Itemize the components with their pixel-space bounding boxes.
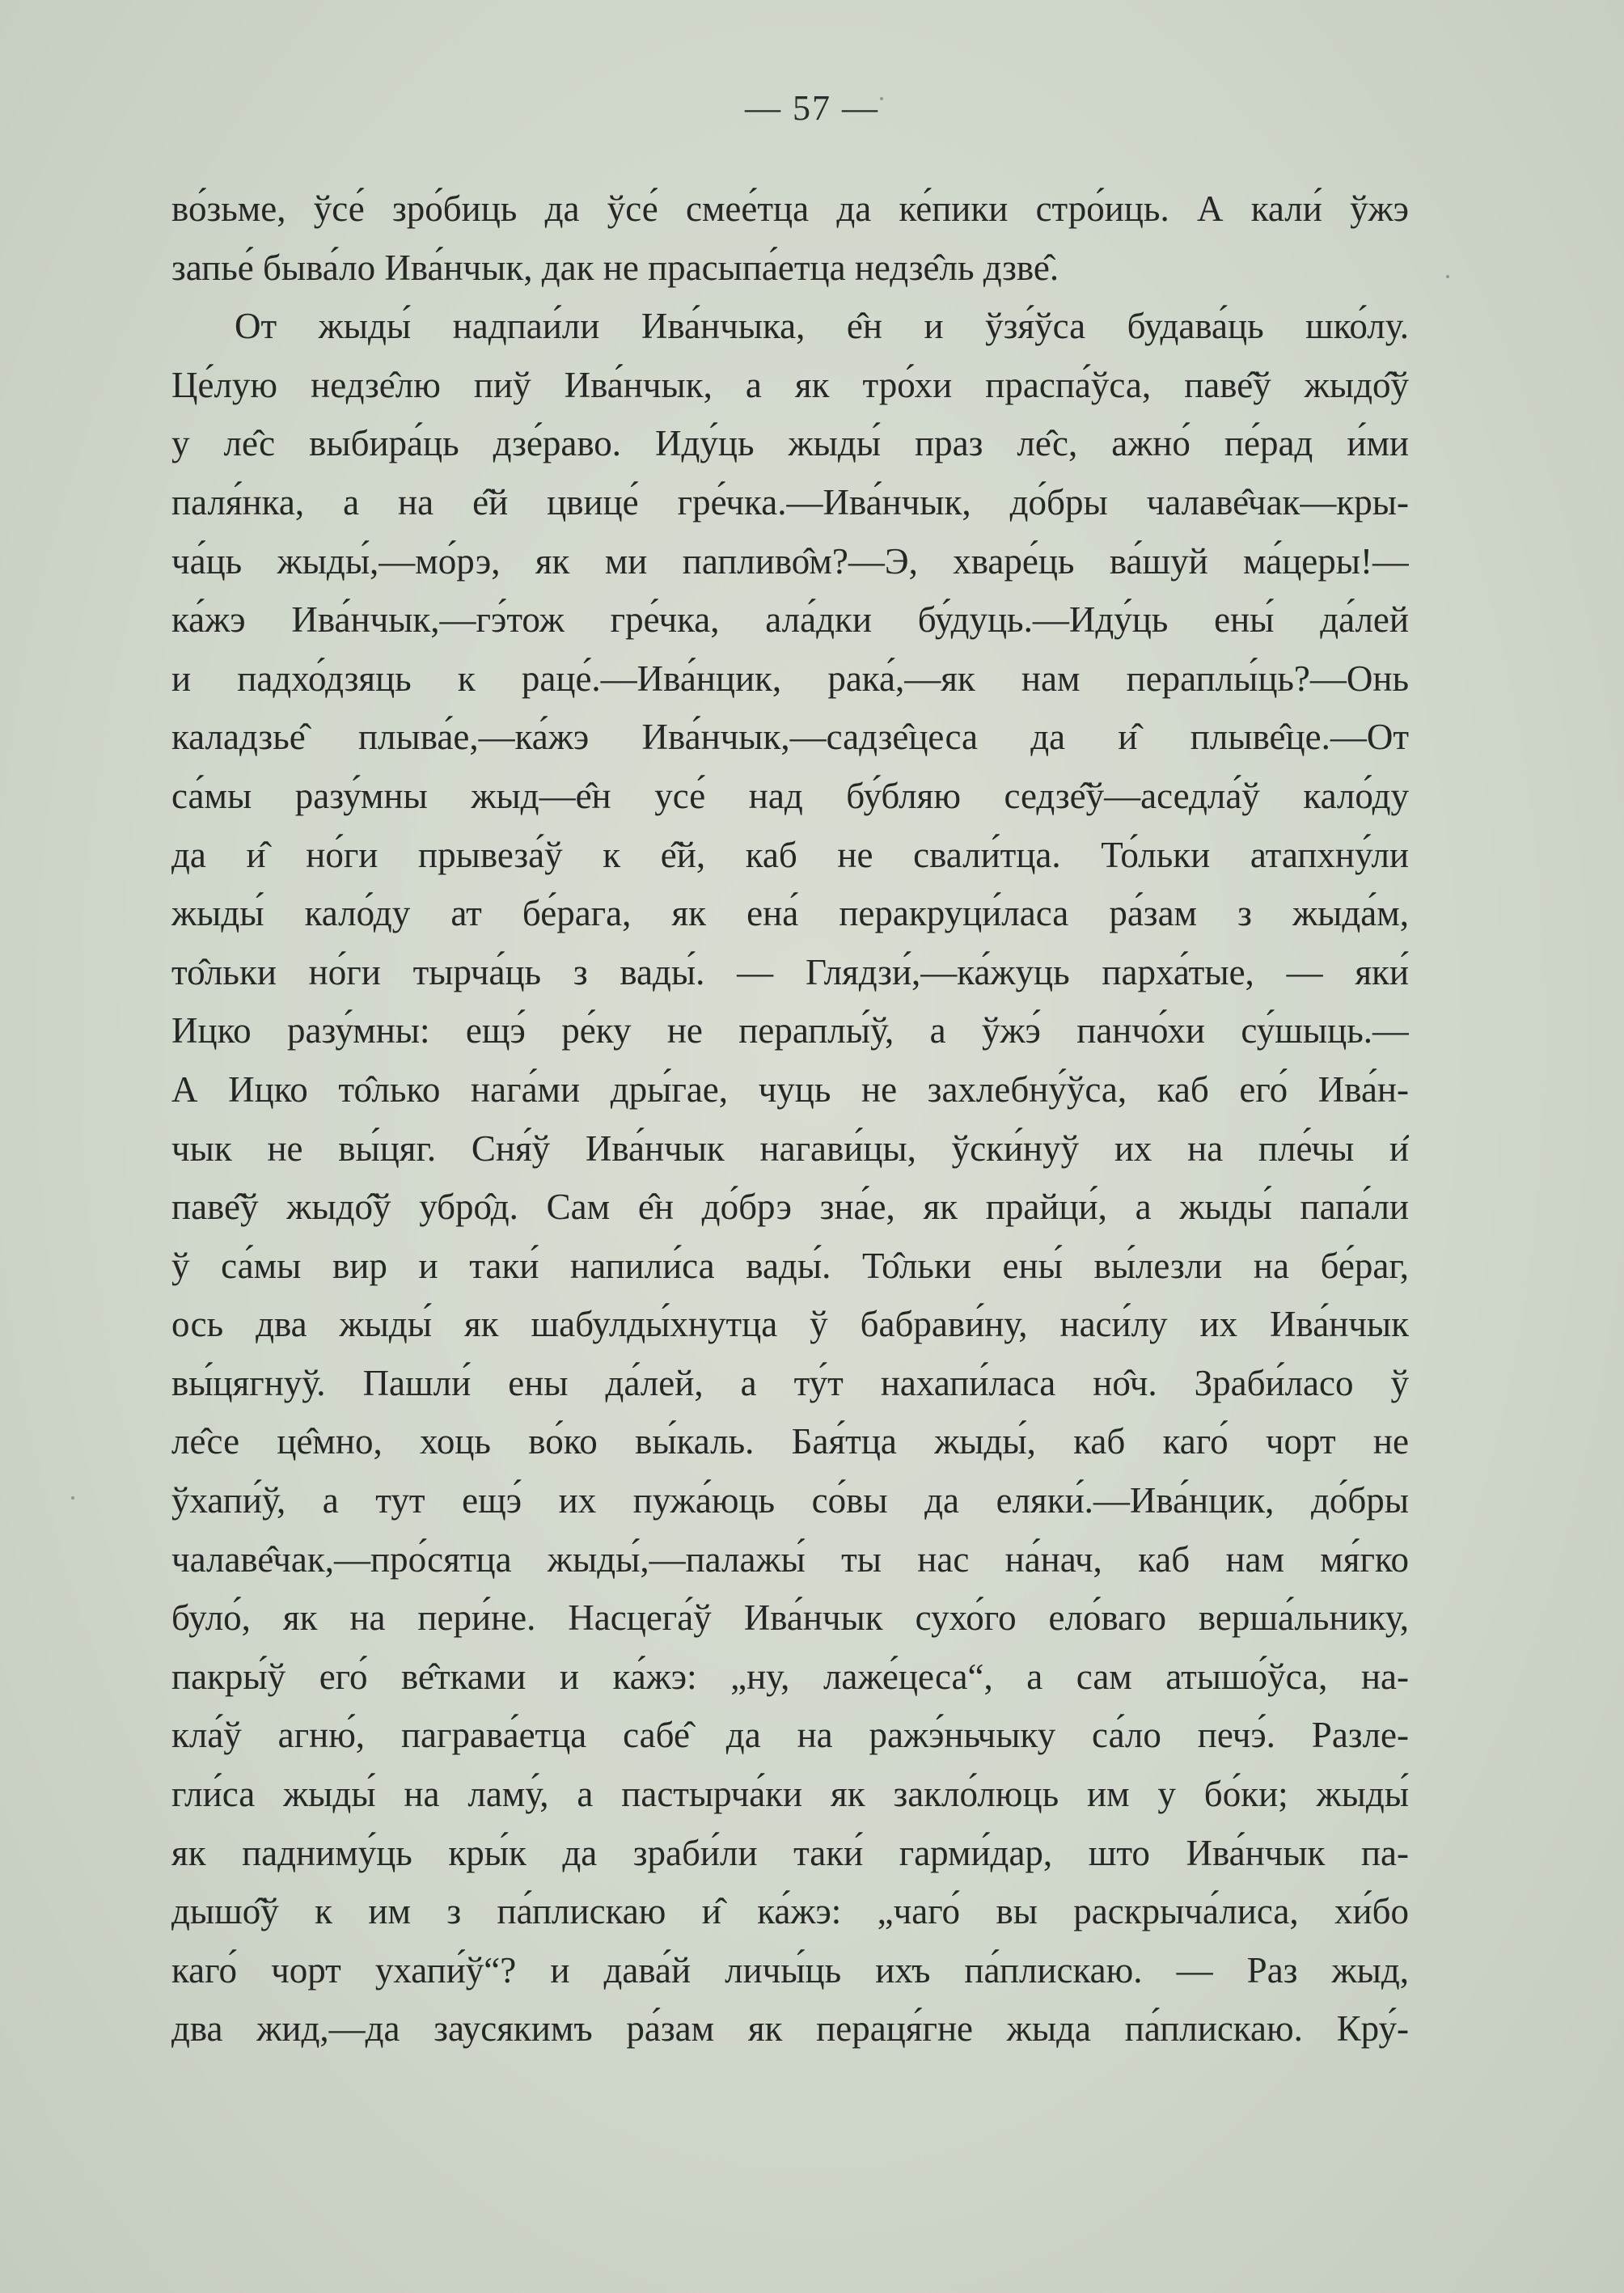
paper-speck: [880, 97, 883, 100]
text-line: ось два жыды́ як шабулды́хнутца ў бабрави́ну, наси́лу их Ива́нчык: [171, 1304, 1409, 1345]
text-line: ка́жэ Ива́нчык,—гэ́тож гре́чка, ала́дки бу́дуць.—Иду́ць ены́ да́лей: [171, 599, 1409, 641]
text-line: жыды́ кало́ду ат бе́рага, як ена́ перакруци́ласа ра́зам з жыда́м,: [171, 893, 1409, 934]
text-body: [171, 180, 1409, 2058]
text-line: пакры́ў его́ ве̂тками и ка́жэ: „ну, лаже́цеса“, а сам атышо́ўса, на-: [171, 1656, 1409, 1697]
text-line: чалаве̂чак,—про́сятца жыды́,—палажы́ ты нас на́нач, каб нам мя́гко: [171, 1538, 1409, 1580]
paper-speck: [1446, 275, 1449, 278]
text-line: то̂льки но́ги тырча́ць з вады́. — Глядзи́,—ка́жуць парха́тые, — яки́: [171, 951, 1409, 992]
text-line: два жид,—да заусякимъ ра́зам як пераця́гне жыда па́плискаю. Кру́-: [171, 2008, 1409, 2050]
text-line: дышо̂ў к им з па́плискаю и̂ ка́жэ: „чаго́ вы раскрыча́лиса, хи́бо: [171, 1891, 1409, 1932]
text-line: каго́ чорт ухапи́ў“? и дава́й личы́ць ихъ па́плискаю. — Раз жыд,: [171, 1949, 1409, 1991]
text-line: Це́лую недзе̂лю пиў Ива́нчык, а як тро́хи праспа́ўса, паве̂ў жыдо̂ў: [171, 364, 1409, 405]
text-line: запье́ быва́ло Ива́нчык, дак не прасыпа́етца недзе̂ль дзве̂.: [171, 247, 1059, 288]
text-line: ле̂се це̂мно, хоць во́ко вы́каль. Бая́тца жыды́, каб каго́ чорт не: [171, 1421, 1409, 1462]
text-line: да и̂ но́ги прывеза́ў к е̂й, каб не свали́тца. То́льки атапхну́ли: [171, 834, 1409, 875]
text-line: са́мы разу́мны жыд—е̂н усе́ над бу́бляю седзе̂ў—аседла́ў кало́ду: [171, 775, 1409, 816]
text-line: кла́ў агню́, паграва́етца сабе̂ да на ражэ́ньчыку са́ло печэ́. Разле-: [171, 1715, 1409, 1756]
text-line: ча́ць жыды́,—мо́рэ, як ми папливо̂м?—Э, хваре́ць ва́шуй ма́церы!—: [171, 540, 1409, 582]
text-line: паве̂ў жыдо̂ў убро̂д. Сам е̂н до́брэ зна́е, як прайци́, а жыды́ папа́ли: [171, 1187, 1409, 1228]
text-line: ў са́мы вир и таки́ напили́са вады́. То̂льки ены́ вы́лезли на бе́раг,: [171, 1245, 1409, 1286]
text-line: було́, як на пери́не. Насцега́ў Ива́нчык сухо́го ело́ваго верша́льнику,: [171, 1597, 1409, 1639]
page-number: — 57 —: [745, 88, 879, 128]
text-line: От жыды́ надпаи́ли Ива́нчыка, е̂н и ўзя́ўса будава́ць шко́лу.: [235, 306, 1409, 347]
text-line: каладзье̂ плыва́е,—ка́жэ Ива́нчык,—садзе̂цеса да и̂ плыве̂це.—От: [171, 717, 1409, 758]
text-line: и падхо́дзяць к раце́.—Ива́нцик, рака́,—як нам пераплы́ць?—Онь: [171, 658, 1409, 699]
text-line: гли́са жыды́ на ламу́, а пастырча́ки як закло́люць им у бо́ки; жыды́: [171, 1774, 1409, 1815]
text-line: вы́цягнуў. Пашли́ ены да́лей, а ту́т нахапи́ласа но̂ч. Зраби́ласо ў: [171, 1362, 1409, 1403]
text-line: паля́нка, а на е̂й цвице́ гре́чка.—Ива́нчык, до́бры чалаве̂чак—кры-: [171, 481, 1409, 522]
text-line: як падниму́ць кры́к да зраби́ли таки́ гарми́дар, што Ива́нчык па-: [171, 1832, 1409, 1873]
text-line: Ицко разу́мны: ещэ́ ре́ку не пераплы́ў, а ўжэ́ панчо́хи су́шыць.—: [171, 1010, 1409, 1051]
paper-speck: [71, 1496, 74, 1500]
text-line: у ле̂с выбира́ць дзе́раво. Иду́ць жыды́ праз ле̂с, ажно́ пе́рад и́ми: [171, 423, 1409, 464]
text-line: чык не вы́цяг. Сня́ў Ива́нчык нагави́цы, ўски́нуў их на пле́чы и̂: [171, 1127, 1409, 1169]
text-line: ўхапи́ў, а тут ещэ́ их пужа́юць со́вы да еляки́.—Ива́нцик, до́бры: [171, 1480, 1409, 1521]
text-line: А Ицко то̂лько нага́ми дры́гае, чуць не захлебну́ўса, каб его́ Ива́н-: [171, 1068, 1409, 1110]
text-line: во́зьме, ўсе́ зро́биць да ўсе́ смее́тца да ке́пики стро́иць. А кали́ ўжэ: [171, 188, 1409, 229]
